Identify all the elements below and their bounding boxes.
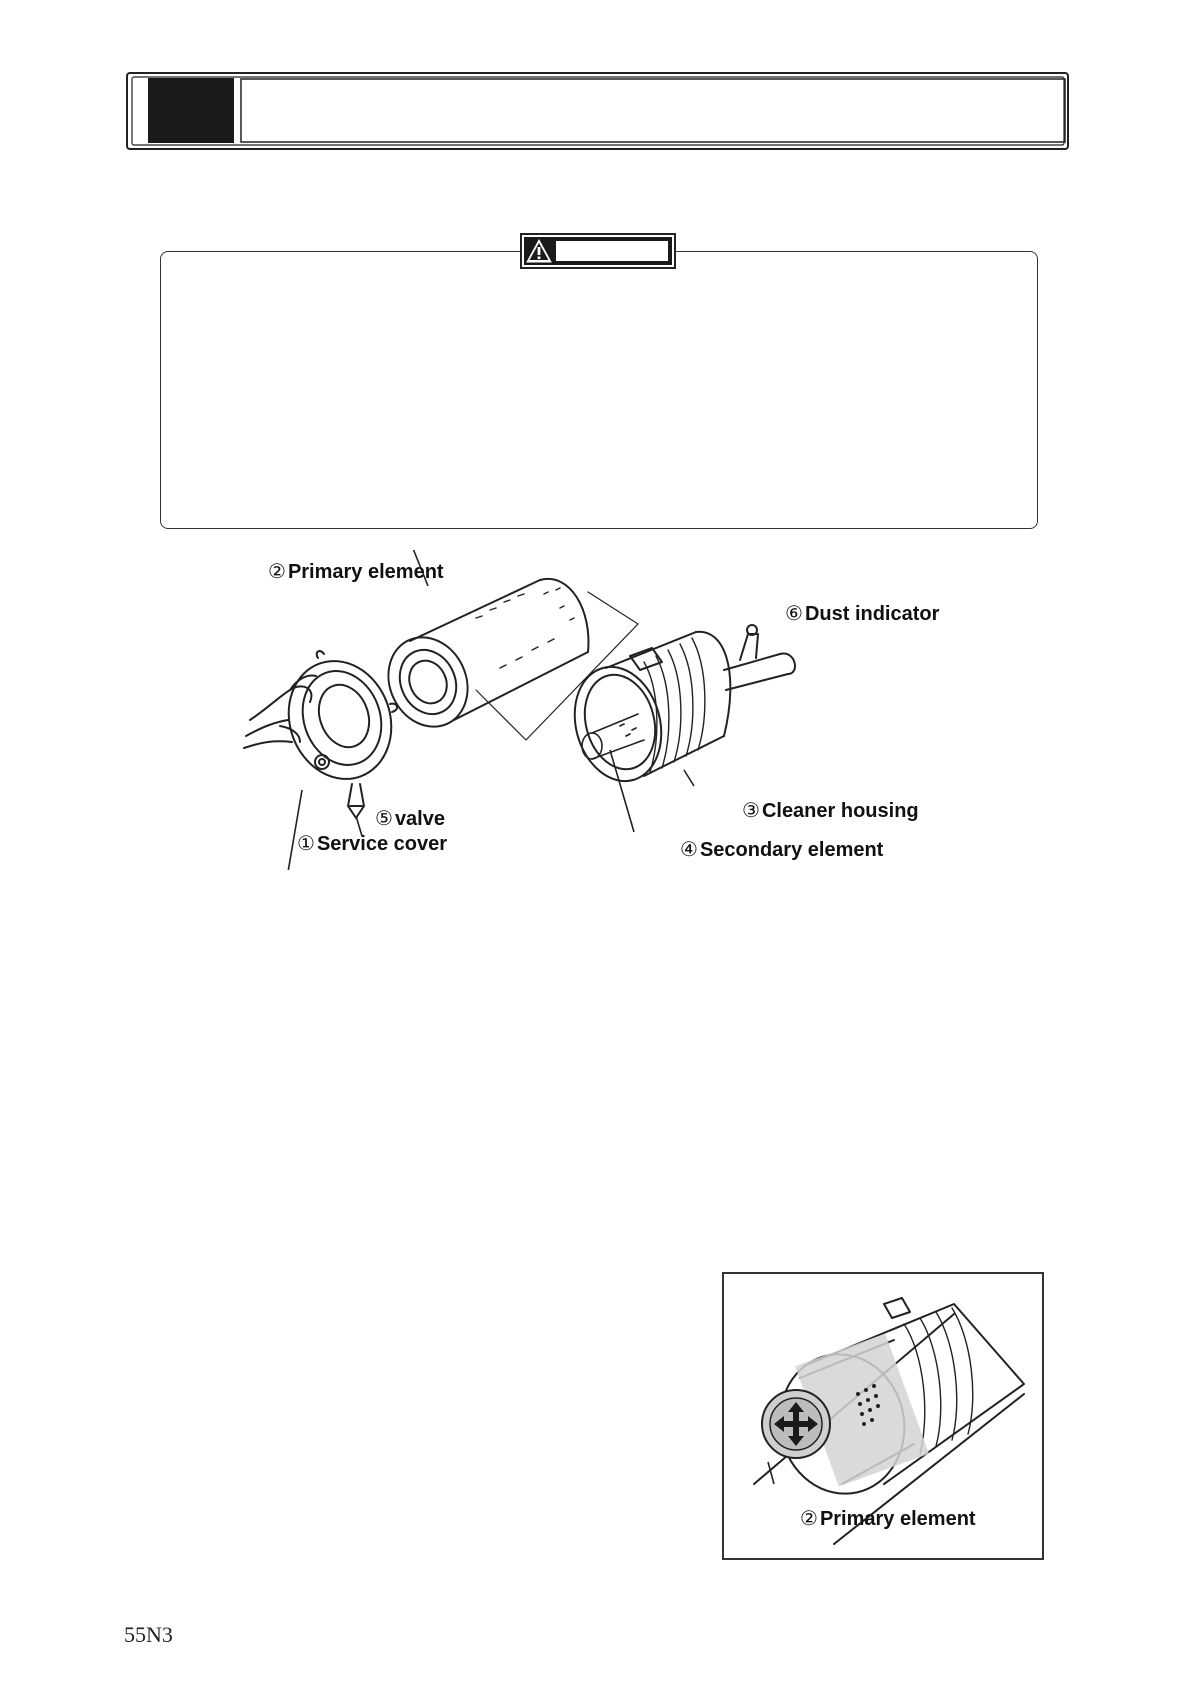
section-number-block xyxy=(148,78,234,143)
service-cover-illustration xyxy=(272,647,407,818)
leader-secondary-element xyxy=(610,750,634,832)
leader-service-cover xyxy=(288,790,302,870)
header-title-box xyxy=(240,78,1066,143)
leader-cleaner-housing xyxy=(684,770,694,786)
air-cleaner-exploded-figure xyxy=(240,550,960,870)
detail-label-primary-element: ② Primary element xyxy=(800,1506,976,1530)
label-cleaner-housing: ③ Cleaner housing xyxy=(742,798,919,822)
label-primary-element: ② Primary element xyxy=(268,559,444,583)
warning-signal-word-box xyxy=(556,241,668,261)
cleaner-housing-illustration xyxy=(562,625,795,791)
secondary-element-illustration xyxy=(582,714,644,759)
page-code: 55N3 xyxy=(124,1622,173,1647)
label-secondary-element: ④ Secondary element xyxy=(680,837,884,861)
warning-box xyxy=(160,251,1038,529)
label-service-cover: ① Service cover xyxy=(297,831,448,855)
hand-illustration xyxy=(244,676,316,748)
warning-triangle-icon xyxy=(526,238,552,264)
primary-element-illustration xyxy=(374,579,588,740)
label-valve: ⑤ valve xyxy=(375,806,445,830)
label-dust-indicator: ⑥ Dust indicator xyxy=(785,601,940,625)
